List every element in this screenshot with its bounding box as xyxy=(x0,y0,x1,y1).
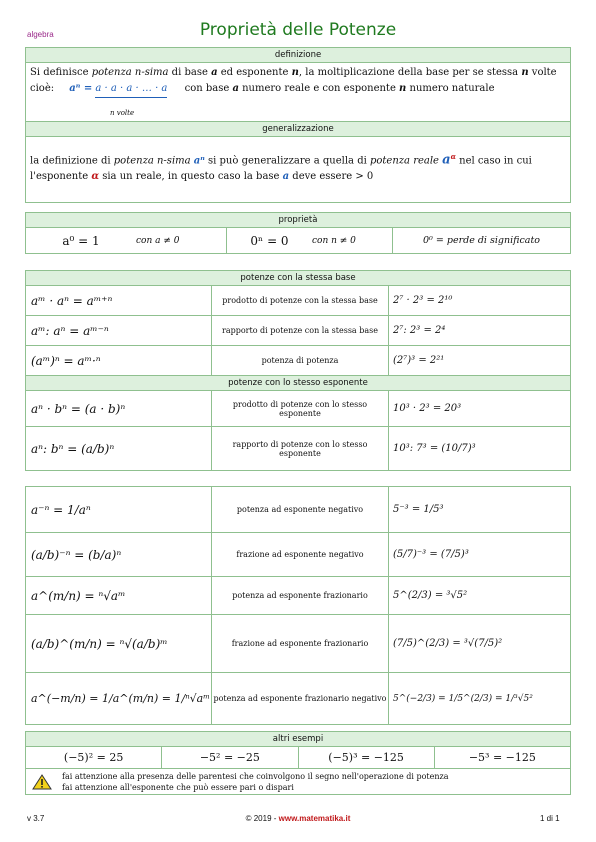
same-base-example: 2⁷ · 2³ = 2¹⁰ xyxy=(389,286,571,316)
other-formula: (a/b)^(m/n) = ⁿ√(a/b)ᵐ xyxy=(26,615,212,673)
gen-t8: l'esponente xyxy=(30,171,92,183)
other-desc: potenza ad esponente frazionario xyxy=(212,577,389,615)
def-exp: n xyxy=(291,67,299,78)
warning-text-1: fai attenzione alla presenza delle parentesi che coinvolgono il segno nell'operazione di potenza xyxy=(62,771,449,781)
def-formula-lhs: aⁿ = xyxy=(69,83,93,94)
other-example: 5^(−2/3) = 1/5^(2/3) = 1/³√5² xyxy=(389,673,571,725)
gen-t10: sia un reale, in questo caso la base xyxy=(99,171,283,183)
other-powers-table xyxy=(25,486,571,725)
definition-text xyxy=(26,63,570,117)
gen-t9: α xyxy=(91,171,100,183)
site-link[interactable]: www.matematika.it xyxy=(278,814,351,823)
other-formula: (a/b)⁻ⁿ = (b/a)ⁿ xyxy=(26,533,212,577)
other-desc: potenza ad esponente negativo xyxy=(212,487,389,533)
same-base-formula: aᵐ: aⁿ = aᵐ⁻ⁿ xyxy=(26,316,212,346)
gen-t4: si può generalizzare a quella di xyxy=(204,155,370,167)
subject-tag: algebra xyxy=(27,30,54,39)
warning-icon xyxy=(32,774,52,790)
prop-2: con a ≠ 0 xyxy=(136,228,227,254)
copyright-text: © 2019 - xyxy=(245,814,279,823)
def-formula-rhs: a · a · a · … · a xyxy=(95,81,167,98)
def-exp-2: n xyxy=(521,67,529,78)
def-text-1: Si definisce xyxy=(30,67,92,78)
gen-t6: a xyxy=(442,152,451,168)
prop-5: 0⁰ = perde di significato xyxy=(393,228,571,254)
same-base-heading: potenze con la stessa base xyxy=(26,271,571,286)
def-text-2: di base xyxy=(168,67,212,78)
properties-heading: proprietà xyxy=(26,213,571,228)
def-exp-3: n xyxy=(399,83,407,94)
gen-t3: aⁿ xyxy=(193,155,205,167)
prop-4: con n ≠ 0 xyxy=(312,228,393,254)
same-base-example: (2⁷)³ = 2²¹ xyxy=(389,346,571,376)
def-term: potenza n-sima xyxy=(91,67,169,78)
gen-t11: a xyxy=(282,171,290,183)
gen-t12: deve essere > 0 xyxy=(289,171,374,183)
same-base-formula: aᵐ · aⁿ = aᵐ⁺ⁿ xyxy=(26,286,212,316)
prop-3: 0ⁿ = 0 xyxy=(227,228,313,254)
other-example: (7/5)^(2/3) = ³√(7/5)² xyxy=(389,615,571,673)
generalization-heading: generalizzazione xyxy=(26,121,570,137)
examples-table xyxy=(25,731,571,795)
same-base-formula: (aᵐ)ⁿ = aᵐ·ⁿ xyxy=(26,346,212,376)
same-base-desc: potenza di potenza xyxy=(212,346,389,376)
def-cioe: cioè: xyxy=(30,83,55,94)
other-example: 5^(2/3) = ³√5² xyxy=(389,577,571,615)
copyright xyxy=(0,814,596,823)
properties-table xyxy=(25,212,571,254)
other-formula: a^(m/n) = ⁿ√aᵐ xyxy=(26,577,212,615)
version-label: v 3.7 xyxy=(27,814,45,823)
example-item: (−5)² = 25 xyxy=(26,747,162,769)
same-exp-example: 10³: 7³ = (10/7)³ xyxy=(389,427,571,471)
other-formula: a^(−m/n) = 1/a^(m/n) = 1/ⁿ√aᵐ xyxy=(26,673,212,725)
same-exp-example: 10³ · 2³ = 20³ xyxy=(389,391,571,427)
same-base-desc: rapporto di potenze con la stessa base xyxy=(212,316,389,346)
definition-box xyxy=(25,47,571,203)
def-text-3: ed esponente xyxy=(217,67,292,78)
def-text-5: volte xyxy=(528,67,557,78)
def-base-2: a xyxy=(232,83,239,94)
example-item: −5³ = −125 xyxy=(434,747,570,769)
def-text-7: numero reale e con esponente xyxy=(238,83,400,94)
other-desc: frazione ad esponente frazionario xyxy=(212,615,389,673)
same-base-example: 2⁷: 2³ = 2⁴ xyxy=(389,316,571,346)
gen-t5: potenza reale xyxy=(369,155,439,167)
gen-t6-sup: α xyxy=(450,152,456,161)
other-example: (5/7)⁻³ = (7/5)³ xyxy=(389,533,571,577)
same-exp-desc: rapporto di potenze con lo stesso esponente xyxy=(212,427,389,471)
gen-t1: la definizione di xyxy=(30,155,114,167)
other-desc: potenza ad esponente frazionario negativo xyxy=(212,673,389,725)
gen-t2: potenza n-sima xyxy=(113,155,191,167)
page-number: 1 di 1 xyxy=(540,814,560,823)
example-item: (−5)³ = −125 xyxy=(298,747,434,769)
other-desc: frazione ad esponente negativo xyxy=(212,533,389,577)
def-under-label: n volte xyxy=(110,109,135,117)
other-formula: a⁻ⁿ = 1/aⁿ xyxy=(26,487,212,533)
examples-heading: altri esempi xyxy=(26,732,571,747)
gen-t7: nel caso in cui xyxy=(455,155,532,167)
same-exp-formula: aⁿ: bⁿ = (a/b)ⁿ xyxy=(26,427,212,471)
same-base-desc: prodotto di potenze con la stessa base xyxy=(212,286,389,316)
def-text-4: , la moltiplicazione della base per se stessa xyxy=(298,67,522,78)
warning-text-2: fai attenzione all'esponente che può essere pari o dispari xyxy=(62,782,294,792)
prop-1: a⁰ = 1 xyxy=(26,228,137,254)
def-text-8: numero naturale xyxy=(406,83,495,94)
def-base: a xyxy=(211,67,218,78)
powers-table xyxy=(25,270,571,471)
definition-heading: definizione xyxy=(26,48,570,63)
page-title: Proprietà delle Potenze xyxy=(199,20,397,40)
same-exp-heading: potenze con lo stesso esponente xyxy=(26,376,571,391)
warning-cell xyxy=(26,769,571,795)
def-text-6: con base xyxy=(184,83,233,94)
generalization-text xyxy=(26,137,570,197)
example-item: −5² = −25 xyxy=(162,747,298,769)
same-exp-formula: aⁿ · bⁿ = (a · b)ⁿ xyxy=(26,391,212,427)
other-example: 5⁻³ = 1/5³ xyxy=(389,487,571,533)
same-exp-desc: prodotto di potenze con lo stesso esponente xyxy=(212,391,389,427)
